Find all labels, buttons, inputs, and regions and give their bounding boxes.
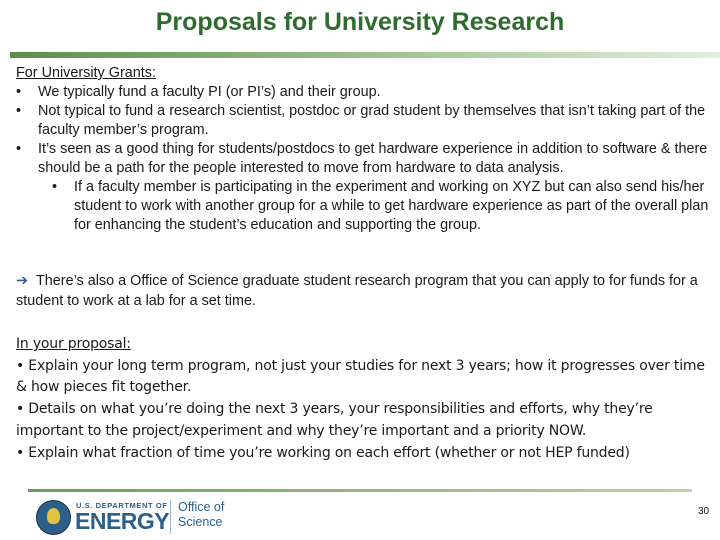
grants-bullet-text: Not typical to fund a research scientist, postdoc or grad student by themselves that isn’t taking part of the faculty member’s program. bbox=[38, 103, 706, 138]
logo-agency-big: ENERGY bbox=[75, 508, 170, 534]
logo-agency-small: U.S. DEPARTMENT OF bbox=[76, 501, 168, 510]
bullet-marker: • bbox=[16, 103, 22, 119]
logo-office bbox=[178, 500, 224, 530]
arrow-note bbox=[16, 272, 706, 311]
proposal-item: • Details on what you’re doing the next 3 years, your responsibilities and efforts, why they’re important to the project/experiment and why they’re important and a priority NOW. bbox=[16, 401, 653, 439]
right-arrow-icon: ➔ bbox=[16, 273, 29, 289]
grants-section bbox=[16, 64, 716, 235]
proposal-section bbox=[16, 334, 716, 464]
slide-title: Proposals for University Research bbox=[155, 8, 565, 36]
proposal-item: • Explain your long term program, not just your studies for next 3 years; how it progresses over time & how pieces fit together. bbox=[16, 357, 705, 396]
doe-logo bbox=[36, 498, 236, 536]
title-divider bbox=[10, 52, 720, 58]
logo-divider bbox=[170, 500, 171, 534]
grants-bullet bbox=[16, 140, 716, 178]
grants-bullet-text: We typically fund a faculty PI (or PI’s) and their group. bbox=[38, 84, 381, 100]
bullet-marker: • bbox=[16, 84, 22, 100]
grants-sub-bullet bbox=[16, 178, 716, 235]
grants-bullet-text: It’s seen as a good thing for students/postdocs to get hardware experience in addition to software & there should be a path for the people interested to move from hardware to data analysis. bbox=[38, 141, 708, 176]
bullet-marker: • bbox=[16, 141, 22, 157]
proposal-heading: In your proposal: bbox=[16, 336, 131, 352]
bullet-marker: • bbox=[52, 179, 58, 195]
grants-bullet bbox=[16, 83, 716, 102]
grants-heading: For University Grants: bbox=[16, 65, 156, 81]
page-number: 30 bbox=[698, 506, 710, 517]
grants-bullet bbox=[16, 102, 716, 140]
footer-divider bbox=[28, 489, 692, 492]
grants-sub-bullet-text: If a faculty member is participating in the experiment and working on XYZ but can also send his/her student to work with another group for a while to get hardware experience as part of the overall plan for enhancing the student’s education and supporting the group. bbox=[74, 179, 709, 233]
logo-office-line1: Office of bbox=[178, 500, 225, 514]
doe-seal-icon bbox=[36, 500, 71, 535]
logo-office-line2: Science bbox=[178, 515, 223, 529]
proposal-item: • Explain what fraction of time you’re working on each effort (whether or not HEP funded) bbox=[16, 444, 630, 461]
arrow-note-text: There’s also a Office of Science graduate student research program that you can apply to for funds for a student to work at a lab for a set time. bbox=[16, 273, 698, 309]
